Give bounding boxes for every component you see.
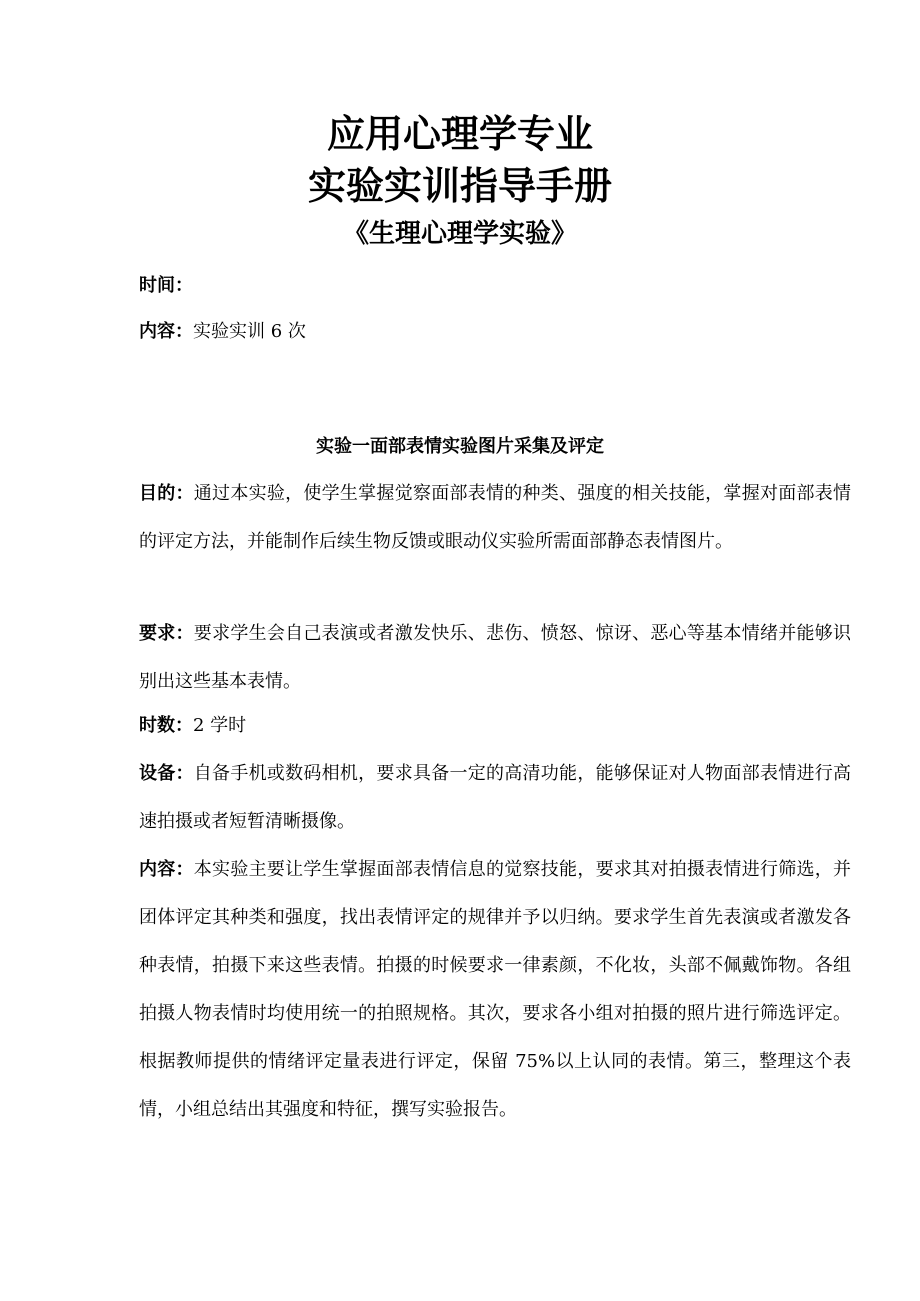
content-label: 内容： [139,859,194,880]
experiment-title: 实验一面部表情实验图片采集及评定 [316,436,604,457]
equipment-text: 自备手机或数码相机，要求具备一定的高清功能，能够保证对人物面部表情进行高速拍摄或者短暂清晰摄像。 [139,763,852,832]
document-title-line1: 应用心理学专业 [326,112,593,156]
purpose-label: 目的： [139,483,194,504]
time-field [139,272,193,300]
hours-label: 时数： [139,715,193,736]
document-title-line2: 实验实训指导手册 [307,164,612,208]
requirement-text: 要求学生会自己表演或者激发快乐、悲伤、愤怒、惊讶、恶心等基本情绪并能够识别出这些基本表情。 [139,623,852,692]
equipment-paragraph [139,750,851,846]
content-count-field [139,318,306,346]
content-paragraph [139,846,851,1134]
content-count-label: 内容： [139,321,193,342]
purpose-text: 通过本实验，使学生掌握觉察面部表情的种类、强度的相关技能，掌握对面部表情的评定方法，并能制作后续生物反馈或眼动仪实验所需面部静态表情图片。 [139,483,852,552]
hours-paragraph [139,702,851,750]
content-text: 本实验主要让学生掌握面部表情信息的觉察技能，要求其对拍摄表情进行筛选，并团体评定其种类和强度，找出表情评定的规律并予以归纳。要求学生首先表演或者激发各种表情，拍摄下来这些表情。拍摄的时候要求一律素颜，不化妆，头部不佩戴饰物。各组拍摄人物表情时均使用统一的拍照规格。其次，要求各小组对拍摄的照片进行筛选评定。根据教师提供的情绪评定量表进行评定，保留 75%以上认同的表情。第三，整理这个表情，小组总结出其强度和特征，撰写实验报告。 [139,859,852,1120]
time-label: 时间： [139,275,193,296]
requirement-label: 要求： [139,623,194,644]
requirement-paragraph [139,610,851,706]
content-count-value: 实验实训 6 次 [193,321,306,342]
hours-text: 2 学时 [193,715,247,736]
purpose-paragraph [139,470,851,566]
document-subtitle: 《生理心理学实验》 [342,219,577,249]
equipment-label: 设备： [139,763,194,784]
